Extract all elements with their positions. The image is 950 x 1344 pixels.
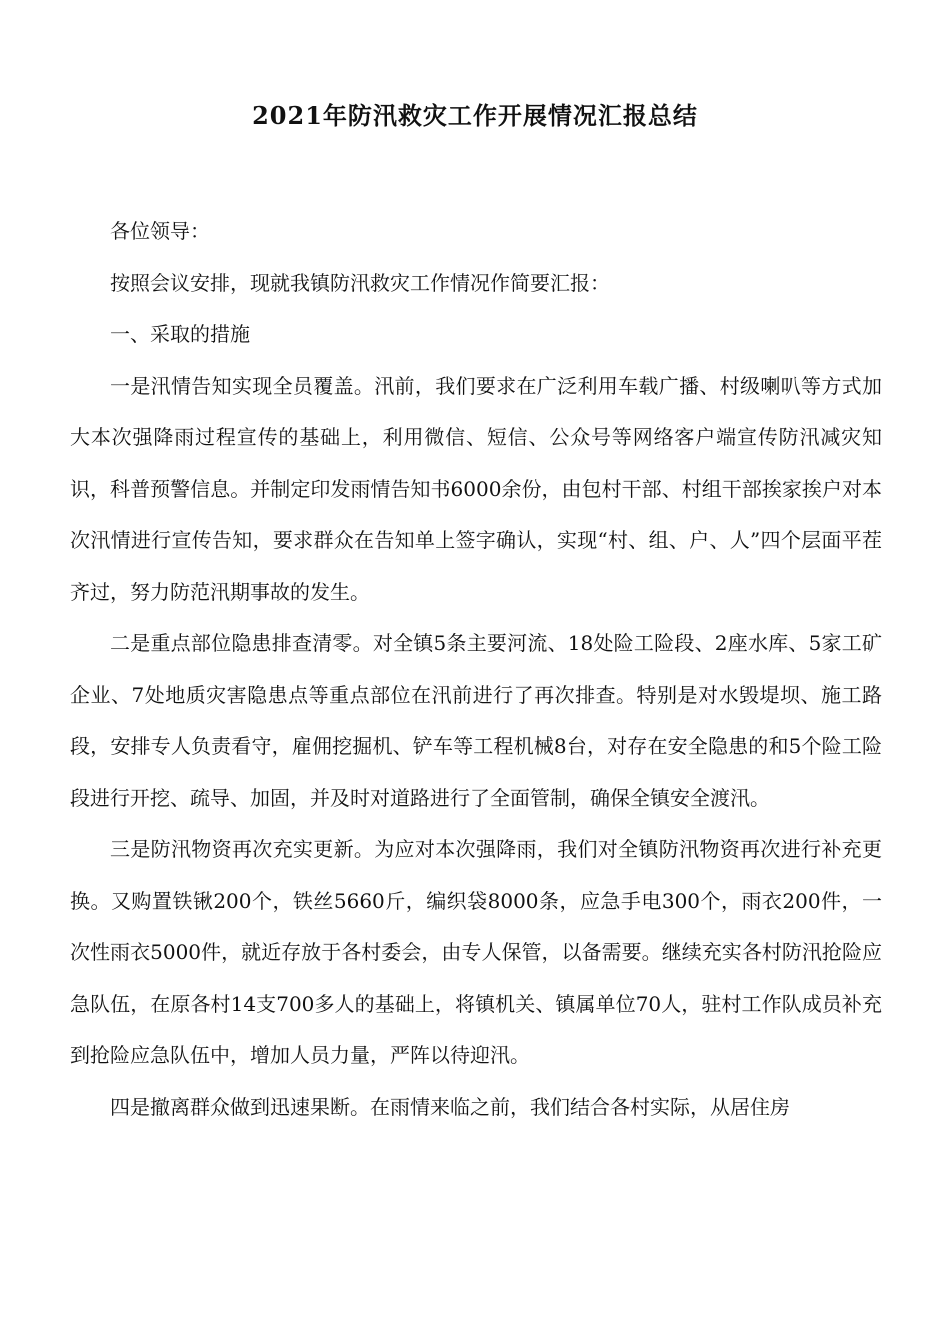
measure-4-paragraph: 四是撤离群众做到迅速果断。在雨情来临之前，我们结合各村实际，从居住房	[110, 1094, 790, 1119]
salutation-paragraph: 各位领导：	[110, 219, 210, 243]
document-body	[70, 206, 882, 1133]
measure-3-paragraph: 三是防汛物资再次充实更新。为应对本次强降雨，我们对全镇防汛物资再次进行补充更换。又购置铁锹200个，铁丝5660斤，编织袋8000条，应急手电300个，雨衣200件，一次性雨衣5000件，就近存放于各村委会，由专人保管，以备需要。继续充实各村防汛抢险应急队伍，在原各村14支700多人的基础上，将镇机关、镇属单位70人，驻村工作队成员补充到抢险应急队伍中，增加人员力量，严阵以待迎汛。	[70, 837, 882, 1067]
measure-2-paragraph: 二是重点部位隐患排查清零。对全镇5条主要河流、18处险工险段、2座水库、5家工矿企业、7处地质灾害隐患点等重点部位在汛前进行了再次排查。特别是对水毁堤坝、施工路段，安排专人负责看守，雇佣挖掘机、铲车等工程机械8台，对存在安全隐患的和5个险工险段进行开挖、疏导、加固，并及时对道路进行了全面管制，确保全镇安全渡汛。	[70, 631, 882, 810]
section-heading-measures: 一、采取的措施	[110, 322, 250, 346]
measure-1-paragraph: 一是汛情告知实现全员覆盖。汛前，我们要求在广泛利用车载广播、村级喇叭等方式加大本次强降雨过程宣传的基础上，利用微信、短信、公众号等网络客户端宣传防汛减灾知识，科普预警信息。并制定印发雨情告知书6000余份，由包村干部、村组干部挨家挨户对本次汛情进行宣传告知，要求群众在告知单上签字确认，实现“村、组、户、人”四个层面平茬齐过，努力防范汛期事故的发生。	[70, 373, 882, 604]
intro-paragraph: 按照会议安排，现就我镇防汛救灾工作情况作简要汇报：	[110, 270, 610, 295]
document-title: 2021年防汛救灾工作开展情况汇报总结	[252, 101, 698, 130]
